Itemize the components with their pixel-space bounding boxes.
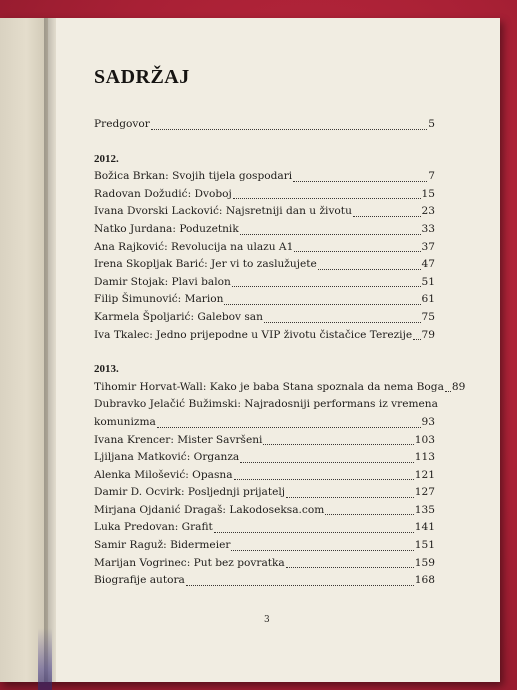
toc-entry-title: Marijan Vogrinec: Put bez povratka: [94, 556, 285, 569]
toc-entry-page: 75: [421, 310, 435, 323]
toc-entry: [94, 572, 435, 590]
toc-entry: [94, 291, 435, 309]
dot-leader: [263, 444, 413, 445]
dot-leader: [240, 234, 421, 235]
toc-entry-title: Damir D. Ocvirk: Posljednji prijatelj: [94, 486, 286, 499]
toc-entry-title: Dubravko Jelačić Bužimski: Najradosniji performans iz vremena: [94, 398, 438, 411]
toc-entry-page: 159: [414, 556, 435, 569]
dot-leader: [224, 304, 420, 305]
toc-entry: [94, 467, 435, 485]
toc-entry: [94, 379, 466, 397]
toc-entry-title: Predgovor: [94, 118, 150, 130]
toc-entry-title: Ivana Dvorski Lacković: Najsretniji dan u životu: [94, 205, 352, 218]
toc-entry-page: 127: [414, 486, 435, 499]
toc-entry: [94, 502, 435, 520]
toc-entry-title: Radovan Dožudić: Dvoboj: [94, 187, 232, 200]
toc-entry: [94, 449, 435, 467]
toc-entry: [94, 519, 435, 537]
toc-entry-page: 5: [428, 118, 435, 130]
toc-entry-page: 168: [414, 574, 435, 587]
toc-entry-page: 93: [421, 415, 435, 428]
toc-entry-page: 121: [414, 468, 435, 481]
toc-entry-title: Filip Šimunović: Marion: [94, 293, 224, 306]
dot-leader: [413, 339, 420, 340]
toc-entry: [94, 537, 435, 555]
toc-content: [94, 66, 466, 590]
toc-entry: [94, 327, 435, 345]
dot-leader: [353, 216, 421, 217]
dot-leader: [151, 129, 427, 130]
toc-entry-page: 151: [414, 539, 435, 552]
toc-entry: [94, 484, 435, 502]
dot-leader: [325, 514, 414, 515]
toc-entry-title: Božica Brkan: Svojih tijela gospodari: [94, 170, 293, 183]
toc-entry-page: 103: [414, 433, 435, 446]
toc-entry-page: 15: [421, 187, 435, 200]
open-book: [0, 18, 500, 682]
toc-entry-page: 51: [421, 275, 435, 288]
dot-leader: [286, 567, 414, 568]
toc-entry: [94, 256, 435, 274]
dot-leader: [286, 497, 414, 498]
dot-leader: [233, 198, 421, 199]
dot-leader: [445, 391, 451, 392]
toc-entry-title-continuation: komunizma: [94, 415, 156, 428]
dot-leader: [232, 286, 421, 287]
toc-entry-page: 47: [421, 258, 435, 271]
dot-leader: [186, 585, 414, 586]
dot-leader: [293, 181, 427, 182]
toc-entry-preface: [94, 116, 435, 134]
toc-page: [56, 18, 500, 682]
dot-leader: [214, 532, 414, 533]
toc-entry: [94, 396, 438, 414]
dot-leader: [157, 427, 421, 428]
page-number: 3: [264, 615, 270, 625]
left-page-edge: [0, 18, 48, 682]
toc-entry-title: Mirjana Ojdanić Dragaš: Lakodoseksa.com: [94, 503, 325, 516]
toc-entry-page: 135: [414, 503, 435, 516]
toc-entry-title: Iva Tkalec: Jedno prijepodne u VIP životu čistačice Terezije: [94, 328, 413, 341]
toc-entry-title: Ljiljana Matković: Organza: [94, 451, 240, 464]
toc-entry-page: 23: [421, 205, 435, 218]
dot-leader: [318, 269, 421, 270]
dot-leader: [240, 462, 414, 463]
toc-entry-continuation: [94, 414, 435, 432]
toc-entry: [94, 432, 435, 450]
dot-leader: [264, 322, 421, 323]
toc-entry-page: 89: [451, 380, 466, 393]
toc-entry-page: 7: [428, 170, 435, 183]
toc-entry-page: 79: [421, 328, 435, 341]
toc-entry-title: Ana Rajković: Revolucija na ulazu A1: [94, 240, 294, 253]
toc-entry-page: 33: [421, 222, 435, 235]
toc-entry: [94, 186, 435, 204]
toc-entry-title: Luka Predovan: Grafit: [94, 521, 213, 534]
toc-entry-title: Karmela Špoljarić: Galebov san: [94, 310, 263, 323]
section-year: 2013.: [94, 363, 119, 376]
toc-entry-page: 113: [414, 451, 435, 464]
dot-leader: [234, 479, 414, 480]
toc-entry-title: Samir Raguž: Bidermeier: [94, 539, 231, 552]
section-year: 2012.: [94, 152, 119, 165]
toc-entry-title: Damir Stojak: Plavi balon: [94, 275, 231, 288]
toc-entry: [94, 203, 435, 221]
toc-entry-page: 37: [421, 240, 435, 253]
toc-entry: [94, 168, 435, 186]
toc-entry-title: Biografije autora: [94, 574, 185, 587]
toc-entry-title: Tihomir Horvat-Wall: Kako je baba Stana spoznala da nema Boga: [94, 380, 444, 393]
toc-entry: [94, 309, 435, 327]
dot-leader: [294, 251, 420, 252]
toc-entry-page: 141: [414, 521, 435, 534]
toc-entry-page: 61: [421, 293, 435, 306]
toc-entry: [94, 555, 435, 573]
toc-entry-title: Ivana Krencer: Mister Savršeni: [94, 433, 263, 446]
binding-strip: [38, 628, 52, 690]
dot-leader: [231, 550, 413, 551]
toc-entry: [94, 274, 435, 292]
toc-entry: [94, 239, 435, 257]
toc-entry-title: Alenka Milošević: Opasna: [94, 468, 233, 481]
toc-heading: SADRŽAJ: [94, 66, 190, 88]
toc-entry-title: Irena Skopljak Barić: Jer vi to zaslužujete: [94, 258, 317, 271]
toc-entry-title: Natko Jurdana: Poduzetnik: [94, 222, 239, 235]
toc-entry: [94, 221, 435, 239]
